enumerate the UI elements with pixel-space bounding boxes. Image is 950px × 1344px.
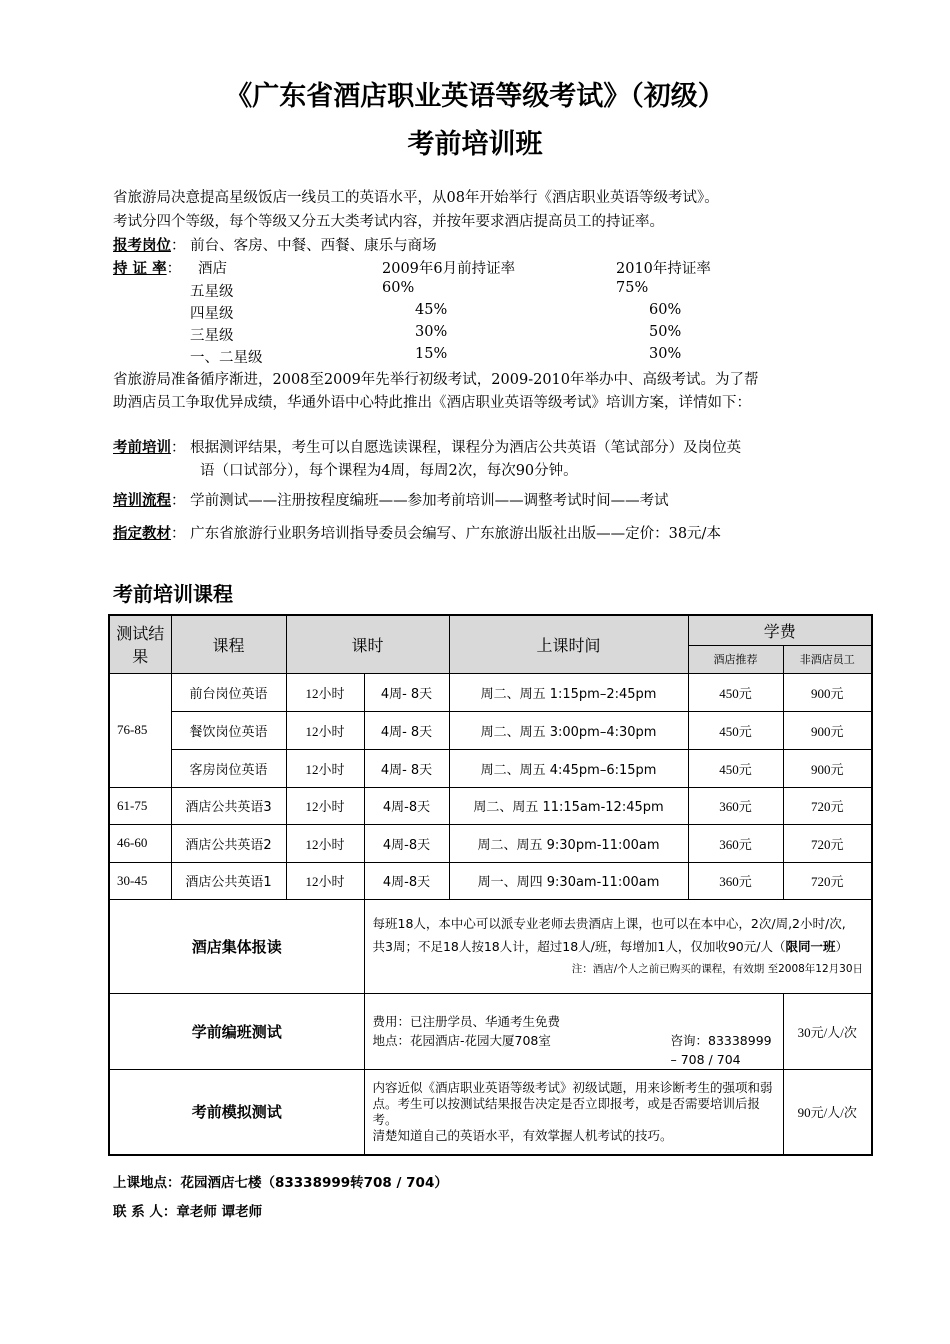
range-cell: 46-60 [109,824,171,862]
fee-non-cell: 900元 [783,711,872,749]
class-location: 上课地点：花园酒店七楼（83338999转708 / 704） [113,1175,448,1191]
cert-row-name: 三星级 [190,328,234,344]
group-enroll-line-1: 每班18人，本中心可以派专业老师去贵酒店上课，也可以在本中心，2次/周,2小时/次, [372,915,846,931]
course-cell: 酒店公共英语2 [171,824,286,862]
same-class-note: 限同一班 [785,938,836,954]
course-cell: 酒店公共英语3 [171,787,286,824]
table-row [109,787,872,824]
cert-row-2010: 50% [649,324,682,340]
mock-line-1: 内容近似《酒店职业英语等级考试》初级试题，用来诊断考生的强项和弱 [372,1079,773,1095]
cert-row-2009: 15% [415,346,448,362]
cert-row-2010: 75% [616,280,649,296]
weeks-cell: 4周-8天 [364,862,449,899]
posts-label: 报考岗位 [113,237,171,254]
training-text-2: 语（口试部分），每个课程为4周，每周2次，每次90分钟。 [200,463,578,479]
hours-cell: 12小时 [286,749,364,787]
training-label: 考前培训 [113,439,171,456]
intro-line-2: 考试分四个等级，每个等级又分五大类考试内容，并按年要求酒店提高员工的持证率。 [113,214,664,230]
cert-label: 持 证 率 [113,260,167,277]
cert-col-hotel: 酒店 [198,261,227,277]
fee-hotel-cell: 450元 [688,711,783,749]
textbook-label: 指定教材 [113,525,171,542]
fee-non-cell: 720元 [783,787,872,824]
fee-non-cell: 720元 [783,862,872,899]
weeks-cell: 4周- 8天 [364,749,449,787]
intro-line-1: 省旅游局决意提高星级饭店一线员工的英语水平，从08年开始举行《酒店职业英语等级考试》。 [113,190,719,206]
mock-test-label: 考前模拟测试 [109,1069,364,1155]
cert-row-2009: 30% [415,324,448,340]
page-title: 《广东省酒店职业英语等级考试》（初级） [225,81,725,112]
table-row [109,711,872,749]
weeks-cell: 4周- 8天 [364,711,449,749]
cert-row-2010: 30% [649,346,682,362]
cert-row-2010: 60% [649,302,682,318]
textbook-text: 广东省旅游行业职务培训指导委员会编写、广东旅游出版社出版——定价：38元/本 [190,526,721,542]
training-line [113,436,741,457]
mock-test-desc [364,1069,783,1155]
group-enroll-desc [364,899,872,993]
cert-colon: ： [166,261,182,277]
mock-line-2: 点。考生可以按测试结果报告决定是否立即报考，或是否需要培训后报考。 [372,1095,761,1127]
header-result: 测试结果 [109,615,171,673]
time-cell: 周二、周五 3:00pm–4:30pm [449,711,688,749]
placement-test-row [109,993,872,1069]
table-row [109,862,872,899]
hours-cell: 12小时 [286,787,364,824]
hours-cell: 12小时 [286,711,364,749]
table-row [109,673,872,711]
header-fee-hotel: 酒店推荐 [688,645,783,673]
header-fee-non: 非酒店员工 [783,645,872,673]
plan-line-2: 助酒店员工争取优异成绩，华通外语中心特此推出《酒店职业英语等级考试》培训方案，详情如下： [113,395,751,411]
cert-row-2009: 60% [382,280,415,296]
process-label: 培训流程 [113,492,171,509]
fee-hotel-cell: 360元 [688,862,783,899]
mock-fee: 90元/人/次 [783,1069,872,1155]
cert-col-2010: 2010年持证率 [616,261,711,277]
training-text-1: 根据测评结果，考生可以自愿选读课程，课程分为酒店公共英语（笔试部分）及岗位英 [190,440,742,456]
group-enroll-label: 酒店集体报读 [109,899,364,993]
time-cell: 周二、周五 1:15pm–2:45pm [449,673,688,711]
mock-line-3: 清楚知道自己的英语水平，有效掌握人机考试的技巧。 [372,1127,673,1143]
header-fee: 学费 [688,615,872,645]
placement-test-label: 学前编班测试 [109,993,364,1069]
header-time: 上课时间 [449,615,688,673]
group-enroll-row [109,899,872,993]
weeks-cell: 4周-8天 [364,787,449,824]
fee-non-cell: 900元 [783,749,872,787]
placement-fee: 30元/人/次 [783,993,872,1069]
placement-location: 地点：花园酒店-花园大厦708室 [372,1033,551,1048]
time-cell: 周二、周五 11:15am-12:45pm [449,787,688,824]
fee-hotel-cell: 360元 [688,824,783,862]
range-cell: 76-85 [109,673,171,787]
process-line [113,489,669,510]
textbook-colon: ： [171,526,186,542]
posts-line [113,234,437,255]
table-row [109,824,872,862]
fee-hotel-cell: 450元 [688,749,783,787]
range-cell: 30-45 [109,862,171,899]
cert-row-name: 一、二星级 [190,350,263,366]
cert-row-name: 五星级 [190,284,234,300]
consult-phone: 咨询：83338999 – 708 / 704 [670,1033,772,1067]
section-title: 考前培训课程 [113,582,233,606]
fee-non-cell: 900元 [783,673,872,711]
header-hours: 课时 [286,615,449,673]
validity-note: 注：酒店/个人之前已购买的课程，有效期 至2008年12月30日 [571,962,864,975]
header-course: 课程 [171,615,286,673]
cert-label-line [113,257,181,278]
hours-cell: 12小时 [286,824,364,862]
time-cell: 周一、周四 9:30am-11:00am [449,862,688,899]
course-table [108,614,873,1156]
hours-cell: 12小时 [286,862,364,899]
course-cell: 酒店公共英语1 [171,862,286,899]
plan-line-1: 省旅游局准备循序渐进，2008至2009年先举行初级考试，2009-2010年举办中、高级考试。为了帮 [113,372,759,388]
time-cell: 周二、周五 4:45pm–6:15pm [449,749,688,787]
table-row [109,749,872,787]
process-colon: ： [171,493,186,509]
time-cell: 周二、周五 9:30pm-11:00am [449,824,688,862]
placement-fee-line: 费用：已注册学员、华通考生免费 [372,1014,561,1029]
mock-test-row [109,1069,872,1155]
cert-col-2009: 2009年6月前持证率 [382,261,516,277]
placement-test-desc [364,993,783,1069]
posts-colon: ： [171,238,186,254]
weeks-cell: 4周-8天 [364,824,449,862]
group-enroll-line-2a: 共3周；不足18人按18人计，超过18人/班，每增加1人，仅加收90元/人（ [372,938,786,954]
cert-row-2009: 45% [415,302,448,318]
weeks-cell: 4周- 8天 [364,673,449,711]
placement-location-line [372,1031,775,1067]
group-enroll-line-2 [373,935,864,958]
hours-cell: 12小时 [286,673,364,711]
textbook-line [113,522,721,543]
fee-non-cell: 720元 [783,824,872,862]
course-cell: 餐饮岗位英语 [171,711,286,749]
fee-hotel-cell: 360元 [688,787,783,824]
training-colon: ： [171,440,186,456]
page-subtitle: 考前培训班 [407,129,543,160]
range-cell: 61-75 [109,787,171,824]
course-cell: 客房岗位英语 [171,749,286,787]
group-enroll-line-2c: ） [835,938,848,954]
contact-person: 联 系 人：章老师 谭老师 [113,1204,263,1220]
process-text: 学前测试——注册按程度编班——参加考前培训——调整考试时间——考试 [190,493,669,509]
cert-row-name: 四星级 [190,306,234,322]
course-cell: 前台岗位英语 [171,673,286,711]
posts-text: 前台、客房、中餐、西餐、康乐与商场 [190,238,437,254]
fee-hotel-cell: 450元 [688,673,783,711]
